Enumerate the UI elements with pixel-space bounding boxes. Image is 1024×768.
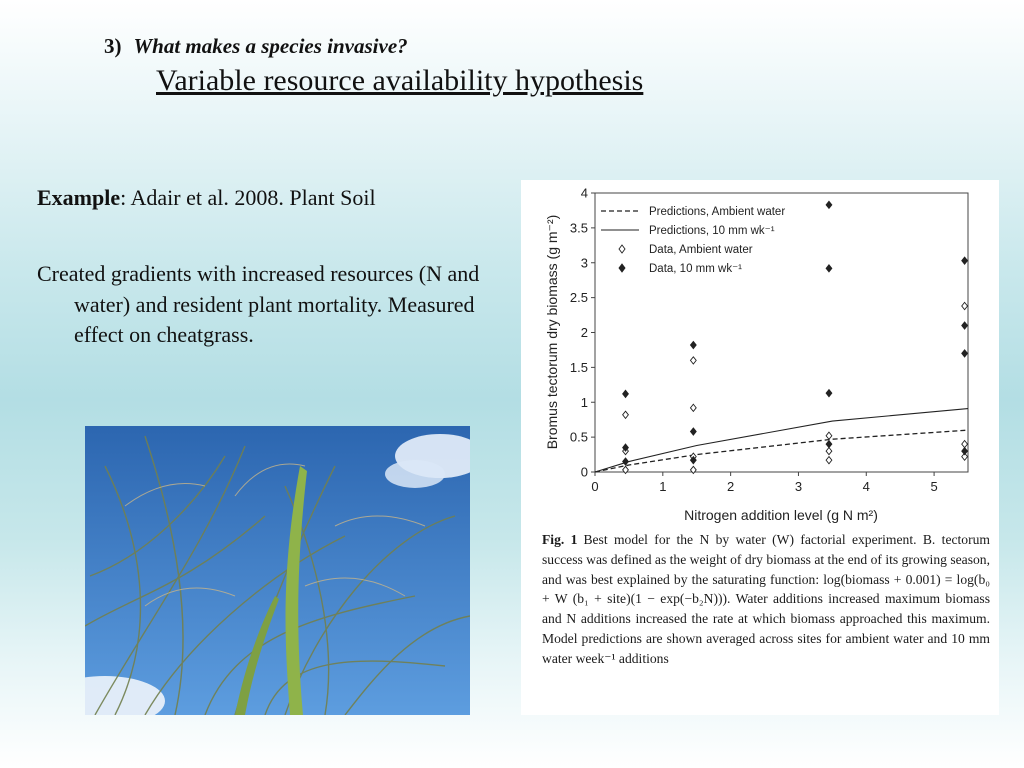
- data-point-ambient: [962, 441, 968, 448]
- data-point-ambient: [962, 302, 968, 309]
- legend-label-data-10mm: Data, 10 mm wk⁻¹: [649, 263, 742, 275]
- y-tick-label: 3.5: [569, 220, 588, 236]
- data-point-ambient: [826, 447, 832, 454]
- data-point-ambient: [690, 357, 696, 364]
- x-tick-label: 4: [862, 479, 870, 494]
- legend-label-pred-10mm: Predictions, 10 mm wk⁻¹: [649, 225, 775, 237]
- caption-text: Best model for the N by water (W) factorial experiment. B. tectorum success was defined as the weight of dry biomass at the end of its growing season, and was best explained by the saturating function: log(biomass + 0.001) = log(b₀ + W (b₁ + site)(1 − exp(−b₂N))). Water additions increased maximum biomass and N additions increased the rate at which biomass approached this maximum. Model predictions are shown averaged across sites for ambient water and 10 mm water week⁻¹ additions: [542, 532, 990, 666]
- slide-question: [104, 34, 408, 59]
- data-point-10mm: [826, 265, 832, 272]
- x-tick-label: 1: [659, 479, 667, 494]
- legend-open-diamond-swatch: [619, 245, 625, 253]
- y-tick-label: 0: [580, 464, 588, 480]
- y-tick-label: 4: [580, 185, 588, 201]
- x-axis-label: Nitrogen addition level (g N m²): [684, 507, 878, 523]
- data-point-ambient: [826, 432, 832, 439]
- data-point-10mm: [623, 458, 629, 465]
- slide-subtitle: Variable resource availability hypothesis: [156, 64, 644, 97]
- x-tick-label: 0: [591, 479, 599, 494]
- data-point-10mm: [962, 257, 968, 264]
- question-text: What makes a species invasive?: [133, 34, 408, 58]
- example-label: Example: [37, 185, 121, 210]
- example-citation: : Adair et al. 2008. Plant Soil: [120, 185, 376, 210]
- question-number: 3): [104, 34, 122, 58]
- figure-caption: [542, 530, 990, 669]
- y-tick-label: 0.5: [569, 429, 588, 445]
- data-point-10mm: [826, 441, 832, 448]
- prediction-line-ambient: [595, 430, 968, 472]
- data-point-ambient: [623, 411, 629, 418]
- y-axis-label: Bromus tectorum dry biomass (g m⁻²): [544, 214, 560, 450]
- data-point-10mm: [962, 447, 968, 454]
- cheatgrass-photo-image: [85, 426, 470, 715]
- legend-label-data-ambient: Data, Ambient water: [649, 244, 753, 256]
- biomass-chart: [521, 180, 999, 525]
- data-point-ambient: [826, 457, 832, 464]
- data-point-10mm: [962, 350, 968, 357]
- chart-legend: [601, 206, 785, 275]
- data-point-10mm: [962, 322, 968, 329]
- legend-filled-diamond-swatch: [619, 264, 625, 272]
- y-tick-label: 2: [580, 325, 588, 340]
- example-line: [37, 185, 376, 211]
- data-point-ambient: [690, 404, 696, 411]
- y-tick-label: 2.5: [569, 290, 588, 306]
- cheatgrass-photo: [85, 426, 470, 715]
- data-point-10mm: [623, 390, 629, 397]
- data-point-10mm: [690, 428, 696, 435]
- y-tick-label: 1: [580, 394, 588, 410]
- caption-label: Fig. 1: [542, 532, 578, 547]
- figure-panel: [521, 180, 999, 715]
- y-tick-label: 3: [580, 255, 588, 271]
- x-tick-label: 2: [727, 479, 735, 494]
- description-text: Created gradients with increased resources (N and water) and resident plant mortality. Measured effect on cheatgrass.: [37, 261, 480, 347]
- prediction-line-10mm: [595, 409, 968, 472]
- data-point-10mm: [826, 390, 832, 397]
- x-tick-label: 3: [794, 479, 803, 494]
- x-tick-label: 5: [930, 479, 938, 494]
- data-point-10mm: [826, 201, 832, 208]
- legend-label-pred-ambient: Predictions, Ambient water: [649, 206, 786, 218]
- data-point-10mm: [690, 341, 696, 348]
- y-tick-label: 1.5: [569, 359, 588, 375]
